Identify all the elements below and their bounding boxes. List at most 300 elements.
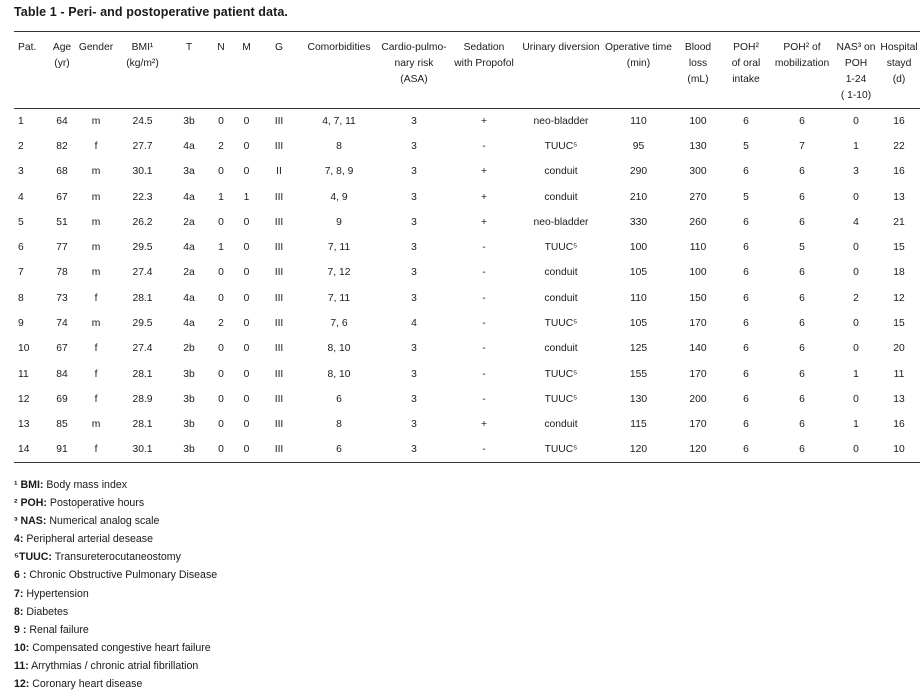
table-cell: III xyxy=(274,115,284,127)
table-cell: 26.2 xyxy=(132,216,153,228)
column-header xyxy=(603,32,674,109)
table-cell: + xyxy=(480,191,487,203)
table-cell: 0 xyxy=(218,343,224,355)
table-cell: 5 xyxy=(18,216,24,228)
table-cell: 27.7 xyxy=(132,140,153,152)
table-cell: 4a xyxy=(183,140,195,152)
column-header xyxy=(878,32,920,109)
table-cell: 0 xyxy=(243,292,250,304)
table-cell: 0 xyxy=(853,115,859,127)
table-cell: neo-bladder xyxy=(533,115,589,127)
footnote-key: 4: xyxy=(14,533,24,546)
table-cell: 130 xyxy=(629,393,648,405)
table-cell: 0 xyxy=(243,318,250,330)
table-cell: 6 xyxy=(743,292,749,304)
table-cell: 1 xyxy=(853,419,859,431)
table-cell: 6 xyxy=(743,343,749,355)
table-cell: III xyxy=(274,292,284,304)
column-header-line: POH² of xyxy=(783,42,821,53)
table-cell: - xyxy=(482,267,486,279)
table-cell: 0 xyxy=(853,343,859,355)
table-cell: 0 xyxy=(853,393,859,405)
table-cell: 28.9 xyxy=(132,393,153,405)
table-row xyxy=(14,109,920,134)
table-cell: 29.5 xyxy=(132,318,153,330)
table-cell: 30.1 xyxy=(132,444,153,456)
table-row xyxy=(14,412,920,437)
column-header-line: (d) xyxy=(892,74,906,85)
column-header-line: (yr) xyxy=(54,58,70,69)
table-cell: 1 xyxy=(853,368,859,380)
table-cell: m xyxy=(91,115,101,127)
table-cell: 11 xyxy=(18,368,29,380)
table-cell: 6 xyxy=(799,419,805,431)
table-row xyxy=(14,134,920,159)
table-cell: 3 xyxy=(411,368,417,380)
table-cell: 8 xyxy=(18,292,24,304)
table-cell: 91 xyxy=(56,444,68,456)
column-header-line: Pat. xyxy=(18,42,37,53)
table-cell: 1 xyxy=(218,242,224,254)
table-cell: 8 xyxy=(336,140,342,152)
column-header-line: BMI¹ xyxy=(131,42,154,53)
table-cell: 4a xyxy=(183,242,195,254)
table-cell: 27.4 xyxy=(132,267,153,279)
column-header-line: POH xyxy=(844,58,868,69)
column-header xyxy=(170,32,208,109)
table-cell: TUUC⁵ xyxy=(544,242,578,254)
table-cell: 3 xyxy=(411,242,417,254)
column-header-line: T xyxy=(185,42,193,53)
column-header xyxy=(722,32,770,109)
column-header-line: N xyxy=(217,42,225,53)
footnote-key: 11: xyxy=(14,659,29,672)
table-cell: - xyxy=(482,318,486,330)
column-header xyxy=(47,32,77,109)
table-cell: 0 xyxy=(218,292,224,304)
table-cell: 3 xyxy=(411,191,417,203)
table-cell: 6 xyxy=(799,393,805,405)
column-header xyxy=(299,32,379,109)
table-cell: 200 xyxy=(689,393,707,405)
table-cell: 170 xyxy=(689,368,707,380)
table-cell: 9 xyxy=(336,216,342,228)
table-cell: 8 xyxy=(336,419,342,431)
table-cell: 3 xyxy=(411,216,417,228)
table-cell: 0 xyxy=(853,267,859,279)
footnote xyxy=(14,494,217,512)
table-cell: 0 xyxy=(853,242,859,254)
table-row xyxy=(14,260,920,285)
table-cell: 2a xyxy=(183,267,195,279)
table-cell: 120 xyxy=(629,444,648,456)
column-header-line: (min) xyxy=(626,58,651,69)
table-cell: 84 xyxy=(56,368,68,380)
footnote xyxy=(14,548,217,566)
column-header-line: (mL) xyxy=(687,74,709,85)
column-header-line: with Propofol xyxy=(454,58,514,69)
table-cell: 2 xyxy=(853,292,859,304)
footnote xyxy=(14,603,217,621)
table-cell: 5 xyxy=(743,140,749,152)
table-cell: 6 xyxy=(799,444,805,456)
table-cell: 4a xyxy=(183,318,195,330)
table-cell: 0 xyxy=(243,166,250,178)
table-cell: 3 xyxy=(411,140,417,152)
table-cell: - xyxy=(482,242,486,254)
table-cell: 9 xyxy=(18,318,24,330)
table-cell: 67 xyxy=(56,343,68,355)
table-cell: m xyxy=(91,318,101,330)
table-cell: 22 xyxy=(893,140,905,152)
table-cell: TUUC⁵ xyxy=(544,318,578,330)
table-cell: 6 xyxy=(18,242,24,254)
table-cell: 130 xyxy=(689,140,707,152)
table-cell: + xyxy=(480,419,487,431)
column-header xyxy=(14,32,47,109)
table-cell: 330 xyxy=(629,216,648,228)
footnote-text: Transureterocutaneostomy xyxy=(51,551,181,564)
table-cell: 85 xyxy=(56,419,68,431)
table-cell: 3 xyxy=(411,115,417,127)
footnotes xyxy=(14,476,217,693)
table-cell: 170 xyxy=(689,419,707,431)
table-cell: 6 xyxy=(743,216,749,228)
table-cell: 8, 10 xyxy=(327,368,351,380)
table-cell: III xyxy=(274,216,284,228)
table-cell: 0 xyxy=(853,191,859,203)
table-cell: 1 xyxy=(853,140,859,152)
column-header xyxy=(234,32,259,109)
footnote-key: 8: xyxy=(14,605,24,618)
table-cell: III xyxy=(274,368,284,380)
table-cell: 0 xyxy=(243,419,250,431)
footnote xyxy=(14,512,217,530)
table-cell: m xyxy=(91,191,101,203)
table-cell: 4, 9 xyxy=(330,191,348,203)
table-cell: f xyxy=(94,140,98,152)
column-header-line: intake xyxy=(732,74,760,85)
table-cell: 6 xyxy=(799,318,805,330)
table-cell: 5 xyxy=(743,191,749,203)
table-cell: 7, 12 xyxy=(327,267,351,279)
table-cell: 29.5 xyxy=(132,242,153,254)
table-cell: 3a xyxy=(183,166,195,178)
table-cell: 6 xyxy=(336,444,342,456)
table-cell: 6 xyxy=(743,267,749,279)
table-cell: 30.1 xyxy=(132,166,153,178)
table-cell: 3 xyxy=(411,419,417,431)
table-cell: - xyxy=(482,140,486,152)
table-cell: 69 xyxy=(56,393,68,405)
column-header-line: G xyxy=(274,42,283,53)
table-cell: 3b xyxy=(183,419,195,431)
table-cell: 140 xyxy=(689,343,707,355)
table-cell: 95 xyxy=(632,140,645,152)
table-cell: 110 xyxy=(689,242,707,254)
table-cell: 0 xyxy=(218,267,224,279)
table-cell: - xyxy=(482,393,486,405)
footnote-text: Renal failure xyxy=(26,623,89,636)
table-cell: 6 xyxy=(743,393,749,405)
table-cell: 24.5 xyxy=(132,115,153,127)
table-cell: conduit xyxy=(544,267,578,279)
column-header-line: Gender xyxy=(78,42,114,53)
table-cell: 3 xyxy=(853,166,859,178)
table-cell: 3 xyxy=(18,166,24,178)
table-cell: - xyxy=(482,444,486,456)
footnote xyxy=(14,621,217,639)
table-cell: 110 xyxy=(630,115,647,127)
table-cell: 6 xyxy=(743,242,749,254)
table-row xyxy=(14,210,920,235)
table-cell: 6 xyxy=(743,166,749,178)
footnote-key: ² POH: xyxy=(14,497,47,510)
column-header xyxy=(834,32,878,109)
column-header-line: nary risk xyxy=(394,58,434,69)
footnote-key: ¹ BMI: xyxy=(14,479,44,491)
table-cell: 6 xyxy=(799,166,805,178)
table-cell: III xyxy=(274,419,284,431)
table-cell: 6 xyxy=(743,419,749,431)
table-row xyxy=(14,184,920,209)
table-cell: 105 xyxy=(629,267,648,279)
table-cell: 0 xyxy=(218,419,224,431)
table-cell: TUUC⁵ xyxy=(544,393,578,405)
table-cell: 28.1 xyxy=(132,292,153,304)
footnote-text: Compensated congestive heart failure xyxy=(29,641,211,654)
table-cell: 16 xyxy=(893,115,905,127)
table-cell: 300 xyxy=(689,166,707,178)
table-cell: 6 xyxy=(743,368,749,380)
table-cell: 4, 7, 11 xyxy=(322,115,356,127)
table-cell: 2 xyxy=(218,318,224,330)
table-cell: 13 xyxy=(893,393,905,405)
table-cell: 2 xyxy=(18,140,24,152)
table-cell: III xyxy=(274,318,284,330)
table-cell: 6 xyxy=(799,267,805,279)
table-cell: - xyxy=(482,368,486,380)
table-cell: 78 xyxy=(56,267,68,279)
column-header-line: Cardio-pulmo- xyxy=(381,42,447,53)
column-header xyxy=(208,32,234,109)
table-cell: 0 xyxy=(243,267,250,279)
table-cell: 3b xyxy=(183,444,195,456)
table-row xyxy=(14,387,920,412)
table-cell: 170 xyxy=(689,318,707,330)
table-cell: 13 xyxy=(18,419,30,431)
footnote-key: 6 : xyxy=(14,569,27,582)
table-cell: 0 xyxy=(218,393,224,405)
table-cell: f xyxy=(94,393,98,405)
table-cell: 1 xyxy=(243,191,250,203)
table-row xyxy=(14,311,920,336)
footnote-key: ⁵TUUC: xyxy=(14,551,52,564)
table-cell: 16 xyxy=(893,419,905,431)
table-cell: 1 xyxy=(218,191,224,203)
table-header-row xyxy=(14,32,920,109)
table-cell: 0 xyxy=(243,368,250,380)
table-cell: 20 xyxy=(893,343,905,355)
table-cell: 7, 6 xyxy=(330,318,348,330)
table-cell: 11 xyxy=(893,368,905,380)
footnote xyxy=(14,585,217,603)
table-cell: 110 xyxy=(630,292,647,304)
table-cell: III xyxy=(274,191,284,203)
table-cell: + xyxy=(480,216,487,228)
table-cell: 77 xyxy=(56,242,68,254)
table-cell: II xyxy=(276,166,282,178)
table-row xyxy=(14,235,920,260)
table-cell: 3 xyxy=(411,292,417,304)
table-cell: 6 xyxy=(799,368,805,380)
column-header xyxy=(259,32,299,109)
table-cell: 7, 11 xyxy=(327,242,351,254)
column-header xyxy=(379,32,449,109)
table-cell: 260 xyxy=(689,216,707,228)
table-cell: - xyxy=(482,343,486,355)
footnote xyxy=(14,566,217,584)
table-cell: 22.3 xyxy=(132,191,153,203)
column-header-line: ( 1-10) xyxy=(840,90,872,101)
table-cell: 0 xyxy=(243,115,250,127)
table-cell: m xyxy=(91,267,101,279)
table-cell: III xyxy=(274,393,284,405)
footnote-text: Peripheral arterial desease xyxy=(23,533,153,546)
table-cell: conduit xyxy=(544,191,578,203)
table-cell: 6 xyxy=(743,444,749,456)
table-cell: 3 xyxy=(411,166,417,178)
table-cell: 6 xyxy=(799,292,805,304)
table-cell: 14 xyxy=(18,444,30,456)
table-cell: 74 xyxy=(56,318,68,330)
table-cell: III xyxy=(274,343,284,355)
column-header-line: (ASA) xyxy=(400,74,428,85)
table-cell: 13 xyxy=(893,191,905,203)
table-cell: 290 xyxy=(629,166,648,178)
table-row xyxy=(14,361,920,386)
column-header xyxy=(674,32,722,109)
table-cell: 7, 11 xyxy=(327,292,351,304)
table-cell: 0 xyxy=(218,216,224,228)
column-header xyxy=(77,32,115,109)
table-cell: TUUC⁵ xyxy=(544,140,578,152)
table-cell: III xyxy=(274,242,284,254)
table-cell: 12 xyxy=(18,393,30,405)
table-cell: neo-bladder xyxy=(533,216,589,228)
table-cell: 27.4 xyxy=(132,343,153,355)
table-cell: 4a xyxy=(183,292,195,304)
table-cell: 73 xyxy=(56,292,68,304)
table-cell: 6 xyxy=(743,318,749,330)
footnote-text: Hypertension xyxy=(23,587,89,600)
table-cell: 155 xyxy=(629,368,648,380)
table-cell: f xyxy=(94,444,98,456)
column-header-line: of oral xyxy=(731,58,761,69)
table-cell: 6 xyxy=(799,343,805,355)
table-cell: 0 xyxy=(243,140,250,152)
table-row xyxy=(14,286,920,311)
table-cell: 6 xyxy=(799,115,805,127)
table-cell: III xyxy=(274,140,284,152)
column-header xyxy=(449,32,519,109)
table-cell: conduit xyxy=(544,419,578,431)
table-cell: 10 xyxy=(18,343,30,355)
table-cell: 0 xyxy=(218,368,224,380)
table-cell: 105 xyxy=(629,318,648,330)
table-cell: 210 xyxy=(629,191,648,203)
table-cell: III xyxy=(274,444,284,456)
table-row xyxy=(14,336,920,361)
table-cell: 2a xyxy=(183,216,195,228)
table-cell: conduit xyxy=(544,292,578,304)
table-cell: 28.1 xyxy=(132,368,153,380)
footnote-key: 9 : xyxy=(14,623,27,636)
table-cell: conduit xyxy=(544,166,578,178)
table-cell: 4 xyxy=(18,191,24,203)
table-cell: 15 xyxy=(893,242,905,254)
table-title: Table 1 - Peri- and postoperative patient data. xyxy=(14,5,288,19)
table-cell: 3 xyxy=(411,444,417,456)
table-cell: 0 xyxy=(243,216,250,228)
column-header-line: NAS³ on xyxy=(836,42,876,53)
table-cell: f xyxy=(94,292,98,304)
table-cell: 82 xyxy=(56,140,68,152)
table-cell: m xyxy=(91,216,101,228)
table-cell: 67 xyxy=(56,191,68,203)
table-cell: 3b xyxy=(183,368,195,380)
column-header xyxy=(115,32,170,109)
table-cell: 18 xyxy=(893,267,905,279)
footnote-text: Numerical analog scale xyxy=(46,515,160,528)
table-cell: 6 xyxy=(799,191,805,203)
table-cell: 0 xyxy=(853,444,859,456)
table-cell: 1 xyxy=(18,115,24,127)
column-header-line: Hospital xyxy=(880,42,918,53)
footnote-key: 10: xyxy=(14,641,30,654)
column-header-line: stayd xyxy=(886,58,912,69)
table-cell: 0 xyxy=(218,166,224,178)
column-header xyxy=(770,32,834,109)
footnote xyxy=(14,657,217,675)
footnote xyxy=(14,530,217,548)
column-header-line: M xyxy=(242,42,251,53)
column-header-line: Urinary diversion xyxy=(522,42,600,53)
table-cell: + xyxy=(480,115,487,127)
table-cell: m xyxy=(91,419,101,431)
column-header-line: (kg/m²) xyxy=(126,58,159,69)
table-cell: TUUC⁵ xyxy=(544,368,578,380)
table-cell: 15 xyxy=(893,318,905,330)
table-cell: 8, 10 xyxy=(327,343,351,355)
patient-data-table xyxy=(14,31,920,463)
table-cell: TUUC⁵ xyxy=(544,444,578,456)
footnote xyxy=(14,639,217,657)
table-cell: 0 xyxy=(243,444,250,456)
column-header-line: Blood loss xyxy=(684,42,712,69)
table-cell: 125 xyxy=(629,343,648,355)
table-cell: 100 xyxy=(629,242,648,254)
table-cell: 6 xyxy=(743,115,749,127)
table-cell: f xyxy=(94,368,98,380)
column-header-line: 1-24 xyxy=(845,74,867,85)
table-cell: 3 xyxy=(411,267,417,279)
table-cell: 0 xyxy=(243,393,250,405)
table-cell: 4a xyxy=(183,191,195,203)
table-cell: 10 xyxy=(893,444,905,456)
footnote-text: Arrythmias / chronic atrial fibrillation xyxy=(28,659,199,672)
table-cell: 68 xyxy=(56,166,68,178)
